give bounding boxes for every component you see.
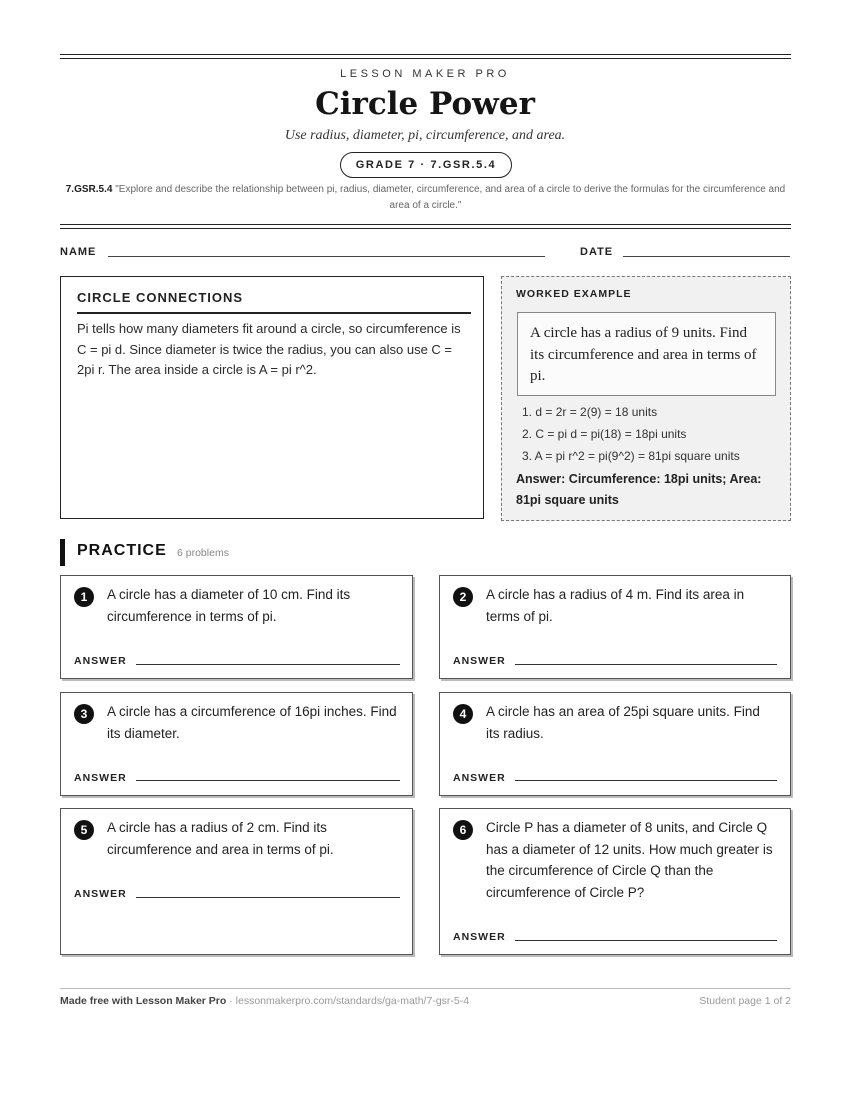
footer-rule [60,988,791,989]
connections-body: Pi tells how many diameters fit around a circle, so circumference is C = pi d. Since diameter is twice the radius, you can also use C = 2pi r. The area inside a circle is A = pi r^2. [77,321,461,377]
answer-field[interactable] [136,664,400,665]
problem-text: A circle has a radius of 2 cm. Find its circumference and area in terms of pi. [107,820,334,857]
answer-field[interactable] [136,897,400,898]
header-rule-bottom [60,224,791,225]
problem-card [439,808,791,955]
worked-example-answer: Answer: Circumference: 18pi units; Area: 81pi square units [516,472,762,507]
date-field[interactable] [623,256,790,257]
problem-card [439,575,791,679]
problem-number: 2 [453,587,473,607]
connections-divider [77,312,471,314]
header-rule-top [60,54,791,55]
circle-connections-box [60,276,484,519]
problem-number: 3 [74,704,94,724]
problem-number: 1 [74,587,94,607]
standard-code: 7.GSR.5.4 [65,184,113,195]
practice-count: 6 problems [177,547,229,559]
answer-label: ANSWER [74,655,127,667]
footer-made-with: Made free with Lesson Maker Pro [60,995,227,1007]
answer-label: ANSWER [453,655,506,667]
page-indicator: Student page 1 of 2 [699,995,791,1007]
problem-text: A circle has a diameter of 10 cm. Find its circumference in terms of pi. [107,587,351,624]
answer-field[interactable] [515,780,777,781]
answer-field[interactable] [515,940,777,941]
problem-number: 6 [453,820,473,840]
grade-badge: GRADE 7 · 7.GSR.5.4 [340,152,512,178]
problem-card [60,692,413,796]
problem-card [60,575,413,679]
problem-card [439,692,791,796]
step: 3. A = pi r^2 = pi(9^2) = 81pi square units [522,449,740,463]
standard-description [60,182,791,214]
header-rule-top-inner [60,58,791,59]
header-rule-bottom-inner [60,228,791,229]
connections-title: CIRCLE CONNECTIONS [77,290,244,305]
practice-title: PRACTICE [77,542,167,559]
problem-number: 4 [453,704,473,724]
answer-label: ANSWER [74,772,127,784]
page-title: Circle Power [315,86,535,122]
problem-card [60,808,413,955]
footer-url[interactable]: · lessonmakerpro.com/standards/ga-math/7-gsr-5-4 [226,995,470,1007]
worked-example-steps [522,401,740,467]
answer-field[interactable] [515,664,777,665]
standard-text: "Explore and describe the relationship between pi, radius, diameter, circumference, and area of a circle to derive the formulas for the circumference and area of a circle." [115,184,786,211]
name-label: NAME [60,246,97,258]
problem-number: 5 [74,820,94,840]
problem-text: Circle P has a diameter of 8 units, and Circle Q has a diameter of 12 units. How much greater is the circumference of Circle Q than the circumference of Circle P? [486,820,773,900]
answer-field[interactable] [136,780,400,781]
footer-credit [60,995,469,1007]
step: 2. C = pi d = pi(18) = 18pi units [522,427,687,441]
worked-example-problem: A circle has a radius of 9 units. Find its circumference and area in terms of pi. [517,312,776,396]
worked-example-label: WORKED EXAMPLE [516,288,632,300]
worked-example-box [501,276,791,521]
name-field[interactable] [108,256,545,257]
answer-label: ANSWER [453,772,506,784]
problem-text: A circle has a radius of 4 m. Find its area in terms of pi. [486,587,745,624]
answer-label: ANSWER [453,931,506,943]
date-label: DATE [580,246,614,258]
problem-text: A circle has an area of 25pi square units. Find its radius. [486,704,760,741]
problem-text: A circle has a circumference of 16pi inches. Find its diameter. [107,704,397,741]
answer-label: ANSWER [74,888,127,900]
practice-accent-bar [60,539,65,566]
step: 1. d = 2r = 2(9) = 18 units [522,405,658,419]
brand-name: LESSON MAKER PRO [340,68,510,80]
page-subtitle: Use radius, diameter, pi, circumference, and area. [284,128,566,143]
